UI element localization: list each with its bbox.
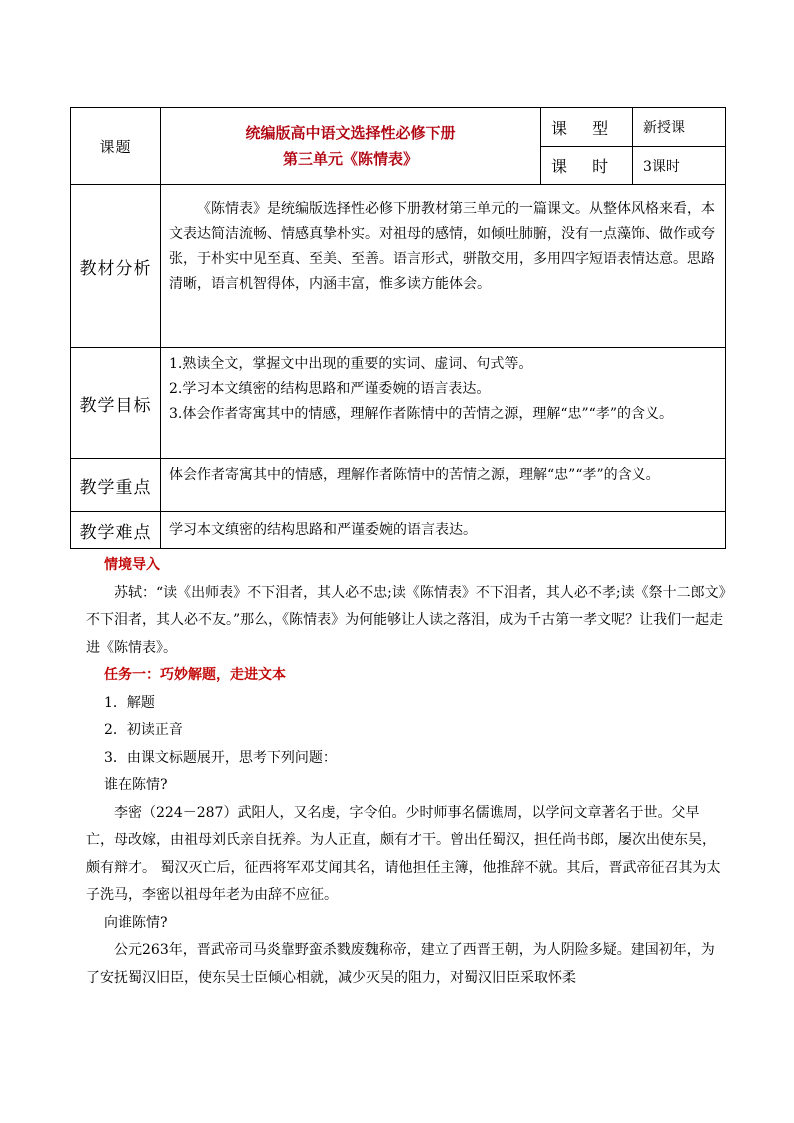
analysis-label: 教材分析 [71,185,161,348]
goals-label: 教学目标 [71,348,161,459]
type-label: 课 型 [541,108,633,147]
list-item: 2．初读正音 [104,722,183,738]
hours-value: 3课时 [633,147,726,185]
task1-heading: 任务一：巧妙解题，走进文本 [104,667,286,683]
analysis-text [161,185,726,348]
lesson-body [86,552,726,992]
goal-item: 2.学习本文缜密的结构思路和严谨委婉的语言表达。 [169,381,491,397]
difficulty-text: 学习本文缜密的结构思路和严谨委婉的语言表达。 [161,512,726,549]
intro-paragraph: 苏轼：“读《出师表》不下泪者，其人必不忠;读《陈情表》不下泪者，其人必不孝;读《祭十二郎文》不下泪者，其人必不友。”那么，《陈情表》为何能够让人读之落泪，成为千古第一孝文呢？让我们一起走进《陈情表》。 [86,584,726,656]
lesson-title-line1: 统编版高中语文选择性必修下册 [245,124,456,142]
hours-label: 课 时 [541,147,633,185]
goal-item: 1.熟读全文，掌握文中出现的重要的实词、虚词、句式等。 [169,356,533,372]
difficulty-label: 教学难点 [71,512,161,549]
key-points-label: 教学重点 [71,459,161,512]
goals-list [161,348,726,459]
lesson-title-line2: 第三单元《陈情表》 [282,150,418,168]
answer-who: 李密（224－287）武阳人，又名虔，字令伯。少时师事名儒谯周，以学问文章著名于世。父早亡，母改嫁，由祖母刘氏亲自抚养。为人正直，颇有才干。曾出任蜀汉，担任尚书郎，屡次出使东吴，颇有辩才。 蜀汉灭亡后，征西将军邓艾闻其名，请他担任主簿，他推辞不就。其后，晋武帝征召其为太子洗马，李密以祖母年老为由辞不应征。 [86,804,721,903]
list-item: 1．解题 [104,694,155,711]
question-to-whom: 向谁陈情? [104,914,168,931]
goal-item: 3.体会作者寄寓其中的情感，理解作者陈情中的苦情之源，理解“忠”“孝”的含义。 [169,406,673,422]
analysis-paragraph: 《陈情表》是统编版选择性必修下册教材第三单元的一篇课文。从整体风格来看，本文表达简洁流畅、情感真挚朴实。对祖母的感情，如倾吐肺腑，没有一点藻饰、做作或夸张，于朴实中见至真、至美、至善。语言形式，骈散交用，多用四字短语表情达意。思路清晰，语言机智得体，内涵丰富，惟多读方能体会。 [169,201,715,292]
lesson-plan-table [70,107,726,549]
key-points-text: 体会作者寄寓其中的情感，理解作者陈情中的苦情之源，理解“忠”“孝”的含义。 [161,459,726,512]
question-who: 谁在陈情? [104,777,168,793]
list-item: 3．由课文标题展开，思考下列问题： [104,749,337,766]
answer-to-whom: 公元263年，晋武帝司马炎靠野蛮杀戮废魏称帝，建立了西晋王朝，为人阴险多疑。建国初年，为了安抚蜀汉旧臣，使东吴士臣倾心相就，减少灭吴的阻力，对蜀汉旧臣采取怀柔 [86,942,715,986]
intro-heading: 情境导入 [104,557,160,573]
topic-label: 课题 [71,108,161,185]
type-value: 新授课 [633,108,726,147]
lesson-title [161,108,541,185]
